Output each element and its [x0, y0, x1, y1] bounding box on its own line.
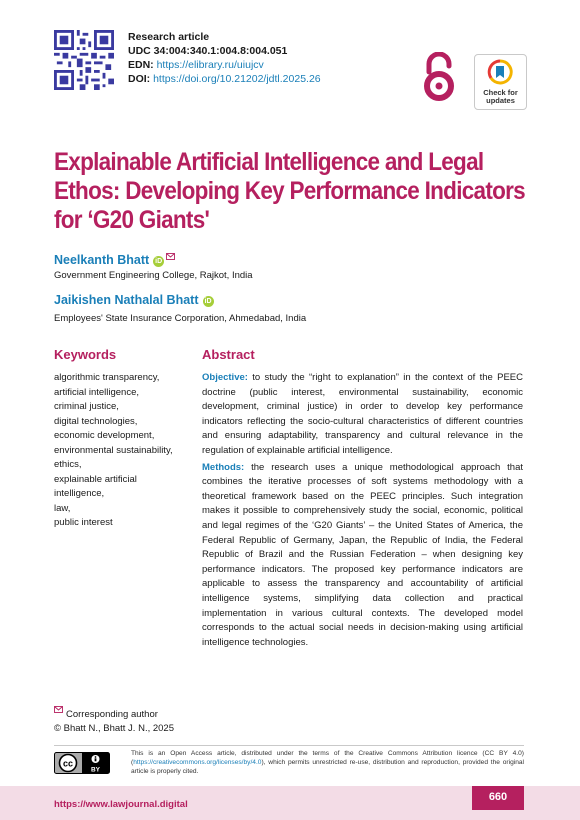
author-affiliation: Government Engineering College, Rajkot, India [54, 270, 253, 281]
edn-label: EDN: [128, 59, 154, 71]
objective-label: Objective: [202, 372, 248, 383]
keyword-item: economic development, [54, 430, 155, 441]
methods-label: Methods: [202, 461, 245, 473]
objective-text: to study the “right to explanation” in the context of the PEEC doctrine (public interest, environmental sustainability, economic development, criminal justice) in order to develop key performance indicators reflecting the socio-cultural characteristics of different countries and ensuring adaptability, transparency and cultural relevance in the regulation of explainable artificial intelligence. [202, 372, 523, 456]
author-block-1 [54, 251, 175, 269]
correspondence-block [54, 706, 174, 736]
bookmark-icon [487, 59, 513, 85]
check-for-updates-label: Check for updates [483, 88, 518, 105]
keyword-item: explainable artificial [54, 473, 137, 485]
orcid-icon[interactable]: iD [204, 298, 212, 305]
methods-text: the research uses a unique methodological approach that combines the iterative processes of soft systems methodology with a theoretical framework based on the PEEC principles. Such integration makes it possible to comprehensively study the social, economic, political and legal regimes of the ‘G20 Giants’ – the United States of America, the Federal Republic of Germany, Japan, the Republic of India, the Federal Republic of Brazil and the Russian Federation – when designing key performance indicators. The proposed key performance indicators are applicable to assess the transparency and accountability of artificial intelligence systems, simplifying data collection and practical implementation in various cultural contexts. The developed model corresponds to the actual social needs in decision-making using artificial intelligence technologies. [202, 461, 523, 648]
license-text-part: ), which permits unrestricted re-use, distribution and reproduction, provided the original article is properly cited. [131, 759, 524, 775]
footer-divider [54, 745, 524, 746]
keyword-item: public interest [54, 517, 113, 528]
keyword-item: intelligence, [54, 488, 105, 499]
keywords-list [54, 371, 194, 531]
keyword-item: algorithmic transparency, [54, 372, 160, 383]
author-name[interactable]: Jaikishen Nathalal Bhatt [54, 293, 199, 307]
article-type: Research article [128, 31, 210, 43]
keyword-item: environmental sustainability, [54, 444, 173, 456]
doi-label: DOI: [128, 73, 151, 85]
author-block-2 [54, 291, 214, 309]
author-affiliation: Employees' State Insurance Corporation, Ahmedabad, India [54, 313, 307, 324]
keyword-item: criminal justice, [54, 401, 119, 412]
copyright-notice: © Bhatt N., Bhatt J. N., 2025 [54, 723, 175, 734]
article-metadata [128, 30, 321, 86]
keyword-item: ethics, [54, 459, 82, 470]
journal-url-link[interactable]: https://www.lawjournal.digital [54, 799, 188, 810]
abstract-objective [202, 371, 523, 459]
abstract-body [202, 371, 523, 652]
keyword-item: digital technologies, [54, 415, 138, 427]
check-for-updates-badge[interactable] [474, 54, 527, 110]
orcid-icon[interactable]: iD [155, 258, 163, 265]
envelope-icon [54, 706, 63, 713]
open-access-icon [421, 52, 457, 102]
cc-label: cc [62, 758, 74, 769]
page-number: 660 [472, 786, 524, 810]
udc-code: UDC 34:004:340.1:004.8:004.051 [128, 45, 288, 57]
author-name[interactable]: Neelkanth Bhatt [54, 253, 150, 267]
article-title: Explainable Artificial Intelligence and Legal Ethos: Developing Key Performance Indicators for ‘G20 Giants' [54, 148, 525, 234]
license-link[interactable]: https://creativecommons.org/licenses/by/4.0 [133, 759, 262, 766]
qr-code-image [54, 30, 114, 90]
edn-link[interactable]: https://elibrary.ru/uiujcv [156, 59, 264, 71]
doi-link[interactable]: https://doi.org/10.21202/jdtl.2025.26 [153, 73, 321, 85]
keyword-item: law, [54, 502, 71, 514]
abstract-heading: Abstract [202, 347, 255, 362]
envelope-icon[interactable] [166, 253, 175, 260]
license-text-part: This is an Open Access article, distributed under the terms of the Creative Commons Attribution licence (CC BY 4.0) ( [131, 750, 524, 766]
by-label: BY [90, 766, 101, 774]
keyword-item: artificial intelligence, [54, 386, 140, 398]
license-text [131, 749, 524, 776]
keywords-heading: Keywords [54, 347, 117, 362]
abstract-methods [202, 461, 523, 651]
cc-by-license-icon[interactable] [54, 752, 110, 774]
corresponding-author-label: Corresponding author [66, 709, 158, 720]
